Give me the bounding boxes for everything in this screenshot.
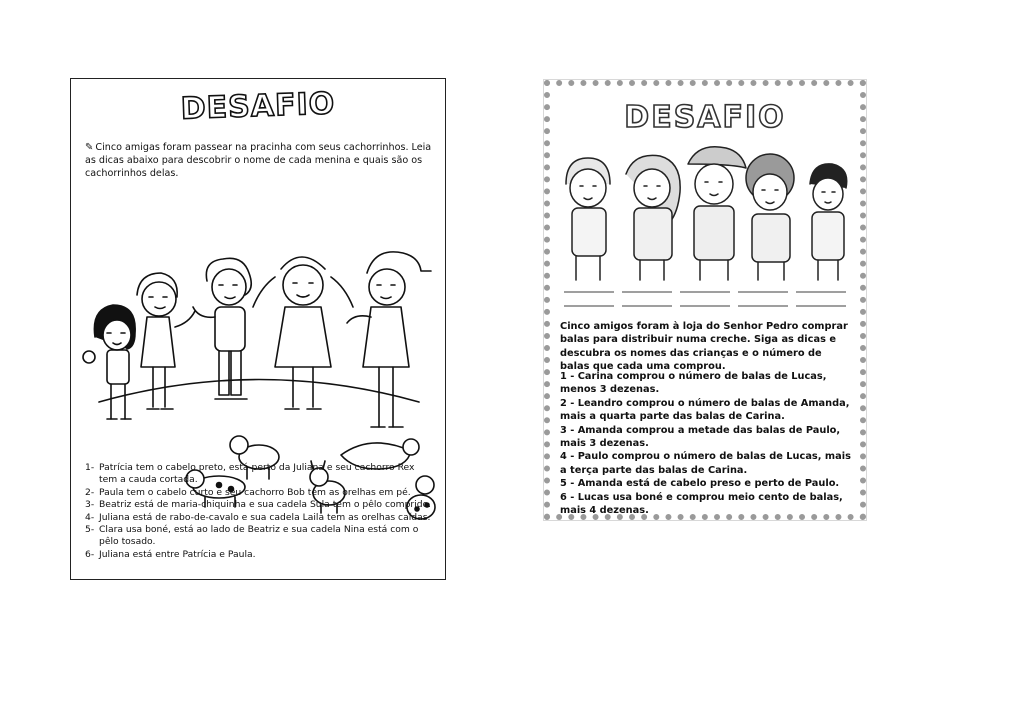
girl-cap bbox=[347, 252, 431, 427]
list-item: 3- Beatriz está de maria-chiquinha e sua cadela Sula tem o pêlo comprido. bbox=[85, 499, 431, 511]
card2-inner bbox=[550, 86, 860, 517]
kid-3-cap bbox=[688, 147, 746, 280]
list-item: 5 - Amanda está de cabelo preso e perto de Paulo. bbox=[560, 478, 840, 490]
list-item: 3 - Amanda comprou a metade das balas de Paulo, mais 3 dezenas. bbox=[560, 424, 841, 450]
kid-1 bbox=[566, 158, 610, 280]
list-item: 6- Juliana está entre Patrícia e Paula. bbox=[85, 548, 256, 560]
list-item: 1 - Carina comprou o número de balas de Lucas, menos 3 dezenas. bbox=[560, 371, 827, 396]
worksheet-card-candies bbox=[544, 80, 866, 520]
list-item: 2- Paula tem o cabelo curto e seu cachorro Bob tem as orelhas em pé. bbox=[85, 486, 411, 498]
kid-2 bbox=[626, 155, 680, 280]
card1-clue-list bbox=[85, 462, 435, 561]
list-item: 6 - Lucas usa boné e comprou meio cento de balas, mais 4 dezenas. bbox=[560, 491, 843, 517]
list-item: 1- Patrícia tem o cabelo preto, está perto da Juliana e seu cachorro Rex tem a cauda cortada. bbox=[85, 462, 415, 486]
list-item: 2 - Leandro comprou o número de balas de Amanda, mais a quarta parte das balas de Carina. bbox=[560, 397, 850, 423]
kid-5 bbox=[810, 164, 847, 280]
list-item: 4 - Paulo comprou o número de balas de Lucas, mais a terça parte das balas de Carina. bbox=[560, 451, 851, 476]
card1-title: DESAFIO bbox=[180, 86, 336, 127]
girl-curly-hair bbox=[193, 258, 251, 399]
girl-pigtails bbox=[253, 257, 353, 409]
card2-intro: Cinco amigos foram à loja do Senhor Pedro comprar balas para distribuir numa creche. Siga as dicas e descubra os nomes das crianças e o número de balas que cada uma comprou. bbox=[560, 321, 848, 373]
girl-short-hair bbox=[137, 273, 195, 409]
kid-4-curly-hair bbox=[746, 154, 794, 280]
card2-title: DESAFIO bbox=[624, 100, 786, 135]
pencil-icon: ✎ bbox=[85, 142, 94, 153]
worksheet-card-dogs bbox=[70, 78, 446, 580]
list-item: 4- Juliana está de rabo-de-cavalo e sua cadela Laila tem as orelhas caídas. bbox=[85, 511, 431, 523]
card1-intro bbox=[85, 141, 435, 181]
card2-clue-list bbox=[560, 370, 852, 517]
five-kids-illustration bbox=[560, 144, 850, 282]
card1-intro-text: Cinco amigas foram passear na pracinha com seus cachorrinhos. Leia as dicas abaixo para descobrir o nome de cada menina e quais são os cachorrinhos delas. bbox=[85, 142, 432, 180]
answer-lines bbox=[564, 286, 846, 310]
list-item: 5- Clara usa boné, está ao lado de Beatriz e sua cadela Nina está com o pêlo tosado. bbox=[85, 524, 419, 548]
